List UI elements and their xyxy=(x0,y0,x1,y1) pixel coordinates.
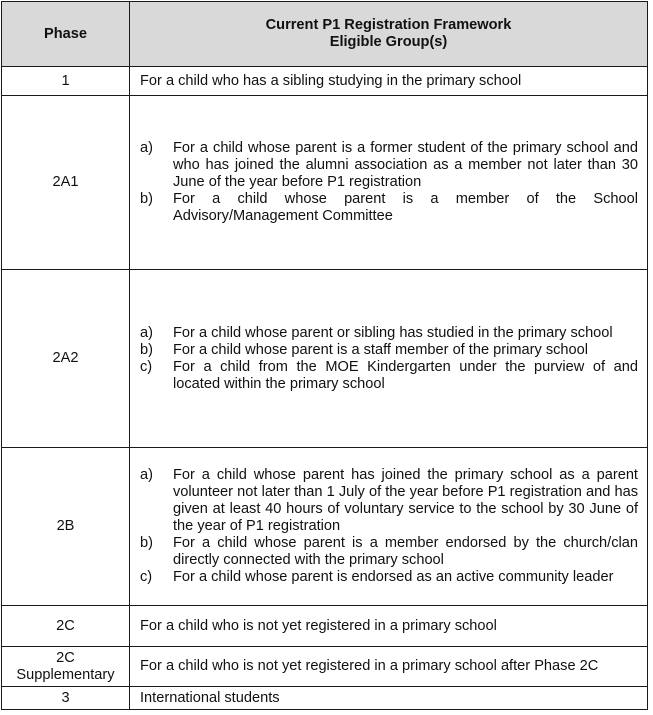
list-item xyxy=(140,467,638,535)
list-item xyxy=(140,140,638,191)
eligible-group-text: For a child who is not yet registered in a primary school after Phase 2C xyxy=(140,658,599,674)
registration-framework-table xyxy=(1,1,648,710)
list-item-text: For a child whose parent is a member endorsed by the church/clan directly connected with the primary school xyxy=(173,535,638,568)
column-header-phase: Phase xyxy=(2,2,130,67)
table-row xyxy=(2,67,648,96)
phase-label-line: Supplementary xyxy=(16,666,115,683)
list-item xyxy=(140,342,638,359)
list-item xyxy=(140,359,638,393)
list-marker: b) xyxy=(140,191,153,207)
phase-label-line: 2C xyxy=(56,649,75,666)
eligible-group-cell xyxy=(130,96,648,270)
eligible-group-text: For a child who is not yet registered in a primary school xyxy=(140,617,497,634)
eligible-group-text: For a child who has a sibling studying in the primary school xyxy=(140,72,522,89)
list-item-text: For a child whose parent is a staff member of the primary school xyxy=(173,341,589,358)
list-item xyxy=(140,535,638,569)
list-item-text: For a child whose parent is endorsed as an active community leader xyxy=(173,569,614,585)
list-item-text: For a child from the MOE Kindergarten under the purview of and located within the primary school xyxy=(173,358,638,392)
list-item-text: For a child whose parent is a former student of the primary school and who has joined the alumni association as a member not later than 30 June of the year before P1 registration xyxy=(173,140,638,190)
list-item-text: For a child whose parent has joined the primary school as a parent volunteer not later than 1 July of the year before P1 registration and has given at least 40 hours of voluntary service to the school by 30 June of the year of P1 registration xyxy=(173,467,638,534)
list-marker: c) xyxy=(140,569,153,585)
column-header-line: Current P1 Registration Framework xyxy=(265,17,512,33)
eligible-group-cell xyxy=(130,67,648,96)
eligible-group-cell xyxy=(130,606,648,647)
eligible-group-list xyxy=(140,140,638,225)
list-marker: a) xyxy=(140,324,153,341)
phase-cell: 3 xyxy=(2,687,130,710)
table-header-row xyxy=(2,2,648,67)
eligible-group-cell xyxy=(130,687,648,710)
phase-cell: 2B xyxy=(2,448,130,606)
registration-framework xyxy=(1,1,648,710)
table-row xyxy=(2,647,648,687)
column-header-line: Eligible Group(s) xyxy=(329,34,448,50)
table-row xyxy=(2,687,648,710)
phase-cell: 2C xyxy=(2,606,130,647)
table-row xyxy=(2,606,648,647)
eligible-group-cell xyxy=(130,270,648,448)
list-marker: a) xyxy=(140,140,153,156)
list-marker: b) xyxy=(140,341,153,358)
table-row xyxy=(2,448,648,606)
eligible-group-list xyxy=(140,467,638,586)
eligible-group-cell xyxy=(130,647,648,687)
phase-cell: 2A2 xyxy=(2,270,130,448)
list-item-text: For a child whose parent is a member of the School Advisory/Management Committee xyxy=(173,191,638,224)
eligible-group-list xyxy=(140,325,638,393)
phase-cell xyxy=(2,647,130,687)
list-item xyxy=(140,191,638,225)
list-item-text: For a child whose parent or sibling has studied in the primary school xyxy=(173,324,613,341)
table-row xyxy=(2,270,648,448)
list-marker: c) xyxy=(140,358,153,375)
eligible-group-text: International students xyxy=(140,689,280,706)
list-item xyxy=(140,325,638,342)
phase-cell: 2A1 xyxy=(2,96,130,270)
list-item xyxy=(140,569,638,586)
table-row xyxy=(2,96,648,270)
eligible-group-cell xyxy=(130,448,648,606)
list-marker: a) xyxy=(140,467,153,483)
phase-cell: 1 xyxy=(2,67,130,96)
list-marker: b) xyxy=(140,535,153,551)
column-header-eligible-groups xyxy=(130,2,648,67)
